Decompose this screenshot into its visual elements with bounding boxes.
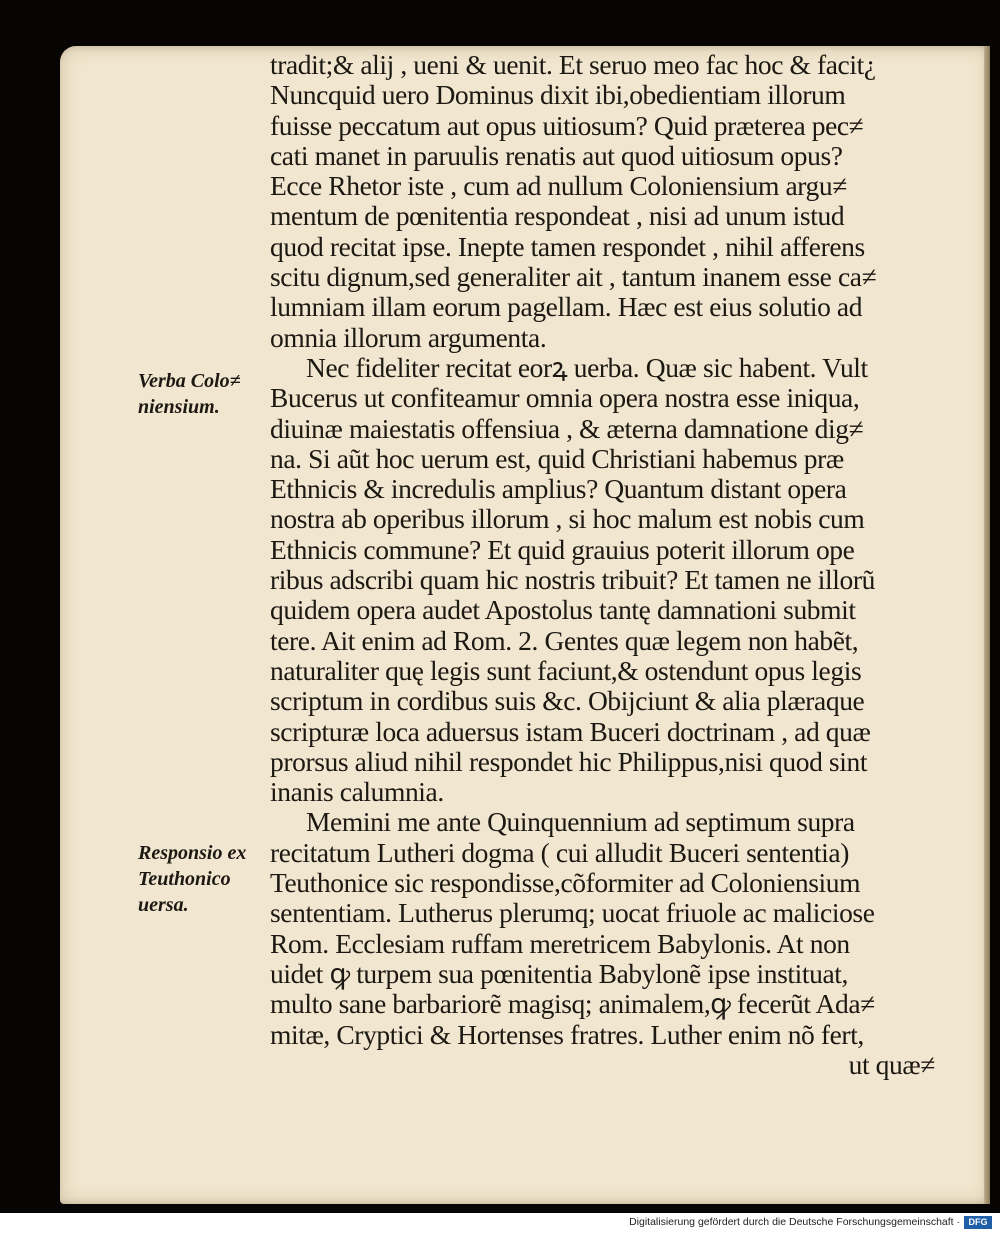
margin-note-line: Teuthonico bbox=[138, 868, 231, 890]
text-line-32: multo sane barbariorẽ magisq; animalem,ꝙ fecerũt Ada≠ bbox=[270, 988, 875, 1020]
catchword: ut quæ≠ bbox=[848, 1048, 935, 1080]
text-line-5: Ecce Rhetor iste , cum ad nullum Coloniensium argu≠ bbox=[270, 170, 847, 202]
margin-note-responsio bbox=[138, 840, 270, 918]
text-line-27: recitatum Lutheri dogma ( cui alludit Buceri sententia) bbox=[270, 836, 849, 868]
text-line-17: Ethnicis commune? Et quid grauius poterit illorum ope bbox=[270, 533, 855, 565]
text-line-2: Nuncquid uero Dominus dixit ibi,obedientiam illorum bbox=[270, 79, 846, 111]
text-line-8: scitu dignum,sed generaliter ait , tantum inanem esse ca≠ bbox=[270, 261, 877, 293]
text-line-26: Memini me ante Quinquennium ad septimum supra bbox=[306, 806, 855, 838]
margin-note-line: uersa. bbox=[138, 894, 189, 916]
text-line-29: sententiam. Lutherus plerumq; uocat friuole ac maliciose bbox=[270, 897, 875, 929]
text-line-14: na. Si aũt hoc uerum est, quid Christiani habemus præ bbox=[270, 442, 844, 474]
text-line-23: scripturæ loca aduersus istam Buceri doctrinam , ad quæ bbox=[270, 715, 871, 747]
main-text-block bbox=[270, 50, 935, 1080]
text-line-31: uidet ꝙ turpem sua pœnitentia Babylonẽ ipse instituat, bbox=[270, 957, 848, 989]
margin-note-line: Verba Colo≠ bbox=[138, 370, 241, 392]
text-line-30: Rom. Ecclesiam ruffam meretricem Babylonis. At non bbox=[270, 927, 850, 959]
text-line-21: naturaliter quę legis sunt faciunt,& ostendunt opus legis bbox=[270, 654, 862, 686]
text-line-11: Nec fideliter recitat eorꝝ uerba. Quæ sic habent. Vult bbox=[306, 351, 868, 383]
margin-note-line: niensium. bbox=[138, 396, 220, 418]
text-line-22: scriptum in cordibus suis &c. Obijciunt & alia plæraque bbox=[270, 685, 865, 717]
text-line-18: ribus adscribi quam hic nostris tribuit? Et tamen ne illorũ bbox=[270, 564, 875, 596]
text-line-13: diuinæ maiestatis offensiua , & æterna damnatione dig≠ bbox=[270, 412, 864, 444]
text-line-9: lumniam illam eorum pagellam. Hæc est eius solutio ad bbox=[270, 291, 863, 323]
text-line-3: fuisse peccatum aut opus uitiosum? Quid præterea pec≠ bbox=[270, 109, 864, 141]
text-line-25: inanis calumnia. bbox=[270, 776, 444, 808]
text-line-20: tere. Ait enim ad Rom. 2. Gentes quæ legem non habẽt, bbox=[270, 624, 859, 656]
margin-note-line: Responsio ex bbox=[138, 842, 247, 864]
text-line-19: quidem opera audet Apostolus tantę damnationi submit bbox=[270, 594, 856, 626]
text-line-12: Bucerus ut confiteamur omnia opera nostra esse iniqua, bbox=[270, 382, 860, 414]
text-line-24: prorsus aliud nihil respondet hic Philippus,nisi quod sint bbox=[270, 745, 868, 777]
page-edge bbox=[984, 46, 990, 1204]
footer-credit: Digitalisierung gefördert durch die Deutsche Forschungsgemeinschaft · bbox=[629, 1216, 960, 1228]
text-line-28: Teuthonice sic respondisse,cõformiter ad Coloniensium bbox=[270, 867, 861, 899]
text-line-15: Ethnicis & incredulis amplius? Quantum distant opera bbox=[270, 473, 847, 505]
text-line-6: mentum de pœnitentia respondeat , nisi ad unum istud bbox=[270, 200, 845, 232]
text-line-4: cati manet in paruulis renatis aut quod uitiosum opus? bbox=[270, 139, 843, 171]
dfg-logo: DFG bbox=[964, 1216, 992, 1229]
margin-note-verba bbox=[138, 368, 270, 420]
text-line-16: nostra ab operibus illorum , si hoc malum est nobis cum bbox=[270, 503, 865, 535]
text-line-1: tradit;& alij , ueni & uenit. Et seruo meo fac hoc & facit¿ bbox=[270, 49, 876, 80]
footer-bar bbox=[0, 1213, 1000, 1233]
text-line-33: mitæ, Cryptici & Hortenses fratres. Luther enim nõ fert, bbox=[270, 1018, 864, 1050]
text-line-7: quod recitat ipse. Inepte tamen respondet , nihil afferens bbox=[270, 230, 865, 262]
text-line-10: omnia illorum argumenta. bbox=[270, 321, 547, 353]
